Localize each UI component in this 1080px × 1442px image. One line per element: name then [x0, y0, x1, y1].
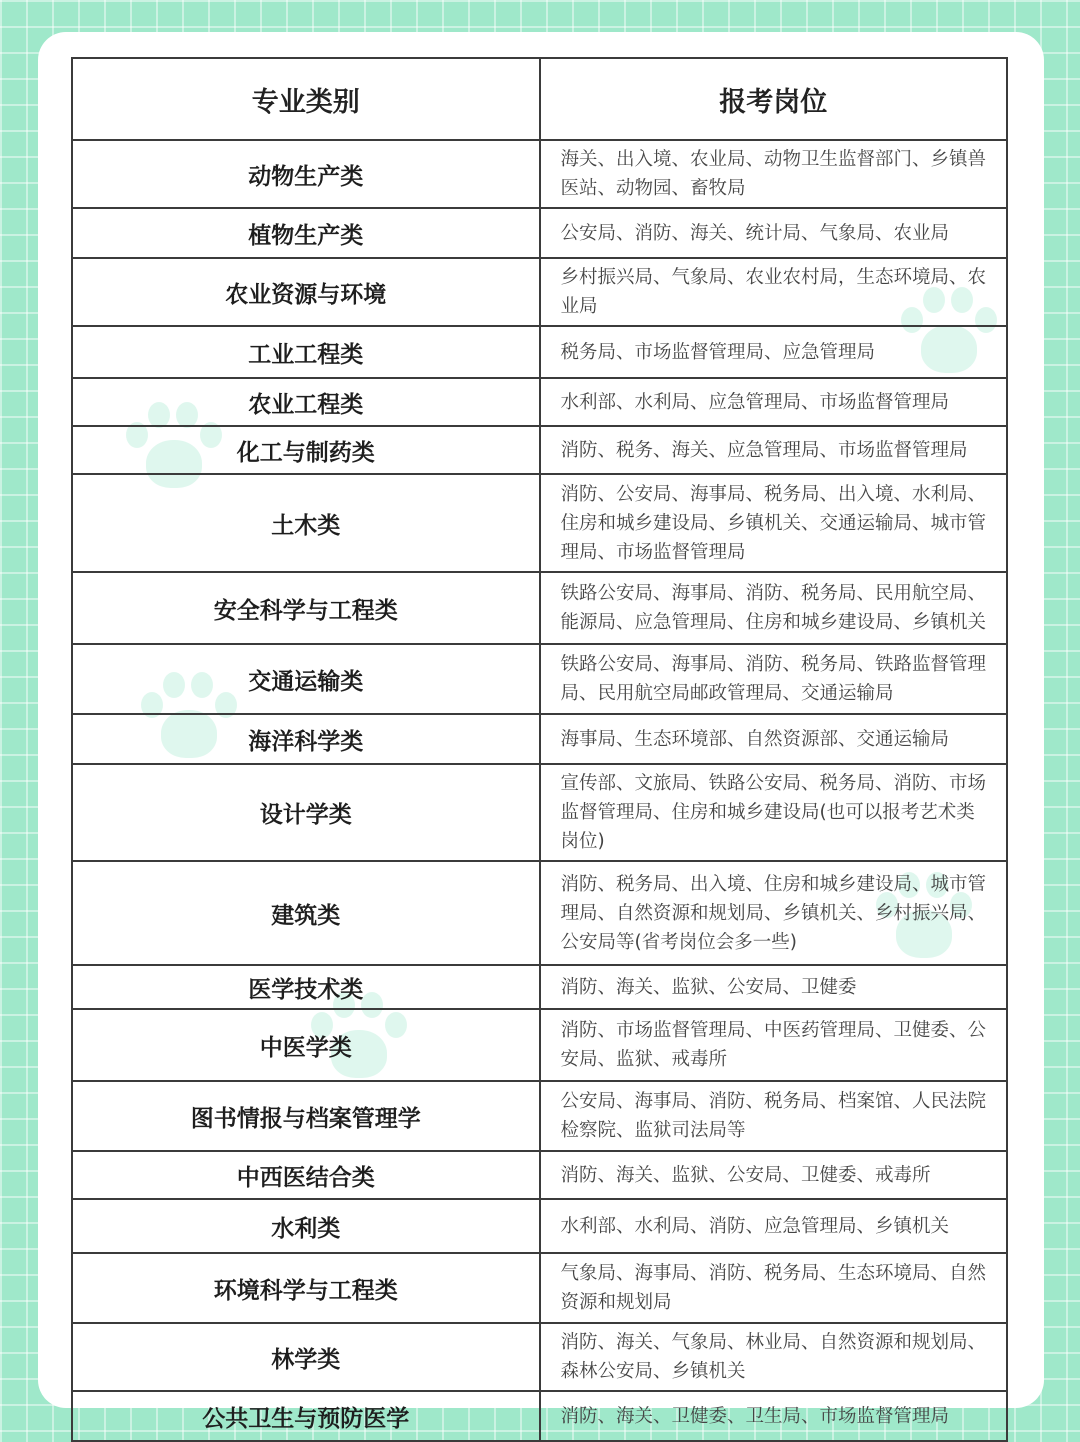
- header-major-category: 专业类别: [72, 58, 540, 140]
- table-row: [72, 861, 1007, 965]
- category-cell: 交通运输类: [72, 644, 540, 714]
- table-row: [72, 208, 1007, 258]
- category-cell: 医学技术类: [72, 965, 540, 1009]
- table-row: [72, 1009, 1007, 1081]
- table-row: [72, 326, 1007, 378]
- positions-cell: 税务局、市场监督管理局、应急管理局: [540, 326, 1008, 378]
- table-row: [72, 1151, 1007, 1199]
- category-cell: 公共卫生与预防医学: [72, 1391, 540, 1441]
- category-cell: 土木类: [72, 474, 540, 572]
- positions-cell: 消防、税务、海关、应急管理局、市场监督管理局: [540, 426, 1008, 474]
- table-row: [72, 1391, 1007, 1441]
- positions-cell: 水利部、水利局、消防、应急管理局、乡镇机关: [540, 1199, 1008, 1253]
- category-cell: 化工与制药类: [72, 426, 540, 474]
- positions-cell: 消防、公安局、海事局、税务局、出入境、水利局、住房和城乡建设局、乡镇机关、交通运输局、城市管理局、市场监督管理局: [540, 474, 1008, 572]
- positions-cell: 公安局、海事局、消防、税务局、档案馆、人民法院检察院、监狱司法局等: [540, 1081, 1008, 1151]
- positions-cell: 消防、海关、监狱、公安局、卫健委、戒毒所: [540, 1151, 1008, 1199]
- category-cell: 海洋科学类: [72, 714, 540, 764]
- category-cell: 建筑类: [72, 861, 540, 965]
- table-row: [72, 474, 1007, 572]
- category-cell: 农业工程类: [72, 378, 540, 426]
- positions-cell: 公安局、消防、海关、统计局、气象局、农业局: [540, 208, 1008, 258]
- table-row: [72, 1199, 1007, 1253]
- positions-cell: 铁路公安局、海事局、消防、税务局、铁路监督管理局、民用航空局邮政管理局、交通运输局: [540, 644, 1008, 714]
- category-cell: 动物生产类: [72, 140, 540, 208]
- table-row: [72, 965, 1007, 1009]
- positions-cell: 水利部、水利局、应急管理局、市场监督管理局: [540, 378, 1008, 426]
- positions-cell: 气象局、海事局、消防、税务局、生态环境局、自然资源和规划局: [540, 1253, 1008, 1323]
- category-cell: 环境科学与工程类: [72, 1253, 540, 1323]
- table-row: [72, 764, 1007, 861]
- category-cell: 工业工程类: [72, 326, 540, 378]
- table-row: [72, 572, 1007, 644]
- positions-cell: 铁路公安局、海事局、消防、税务局、民用航空局、能源局、应急管理局、住房和城乡建设局、乡镇机关: [540, 572, 1008, 644]
- positions-cell: 消防、海关、气象局、林业局、自然资源和规划局、森林公安局、乡镇机关: [540, 1323, 1008, 1391]
- positions-cell: 消防、海关、卫健委、卫生局、市场监督管理局: [540, 1391, 1008, 1441]
- category-cell: 植物生产类: [72, 208, 540, 258]
- category-cell: 水利类: [72, 1199, 540, 1253]
- header-positions: 报考岗位: [540, 58, 1008, 140]
- positions-cell: 海关、出入境、农业局、动物卫生监督部门、乡镇兽医站、动物园、畜牧局: [540, 140, 1008, 208]
- content-card: [38, 32, 1044, 1432]
- table-row: [72, 140, 1007, 208]
- table-row: [72, 1323, 1007, 1391]
- table-row: [72, 1081, 1007, 1151]
- category-cell: 林学类: [72, 1323, 540, 1391]
- category-cell: 图书情报与档案管理学: [72, 1081, 540, 1151]
- positions-cell: 海事局、生态环境部、自然资源部、交通运输局: [540, 714, 1008, 764]
- table-row: [72, 378, 1007, 426]
- positions-cell: 消防、海关、监狱、公安局、卫健委: [540, 965, 1008, 1009]
- category-cell: 安全科学与工程类: [72, 572, 540, 644]
- category-cell: 设计学类: [72, 764, 540, 861]
- positions-cell: 乡村振兴局、气象局、农业农村局，生态环境局、农业局: [540, 258, 1008, 326]
- positions-cell: 消防、税务局、出入境、住房和城乡建设局、城市管理局、自然资源和规划局、乡镇机关、乡村振兴局、公安局等(省考岗位会多一些): [540, 861, 1008, 965]
- table-row: [72, 714, 1007, 764]
- table-row: [72, 258, 1007, 326]
- positions-cell: 宣传部、文旅局、铁路公安局、税务局、消防、市场监督管理局、住房和城乡建设局(也可以报考艺术类岗位): [540, 764, 1008, 861]
- table-row: [72, 1253, 1007, 1323]
- major-position-table: [71, 57, 1008, 1442]
- table-row: [72, 644, 1007, 714]
- table-row: [72, 426, 1007, 474]
- category-cell: 中西医结合类: [72, 1151, 540, 1199]
- positions-cell: 消防、市场监督管理局、中医药管理局、卫健委、公安局、监狱、戒毒所: [540, 1009, 1008, 1081]
- table-header-row: [72, 58, 1007, 140]
- category-cell: 中医学类: [72, 1009, 540, 1081]
- category-cell: 农业资源与环境: [72, 258, 540, 326]
